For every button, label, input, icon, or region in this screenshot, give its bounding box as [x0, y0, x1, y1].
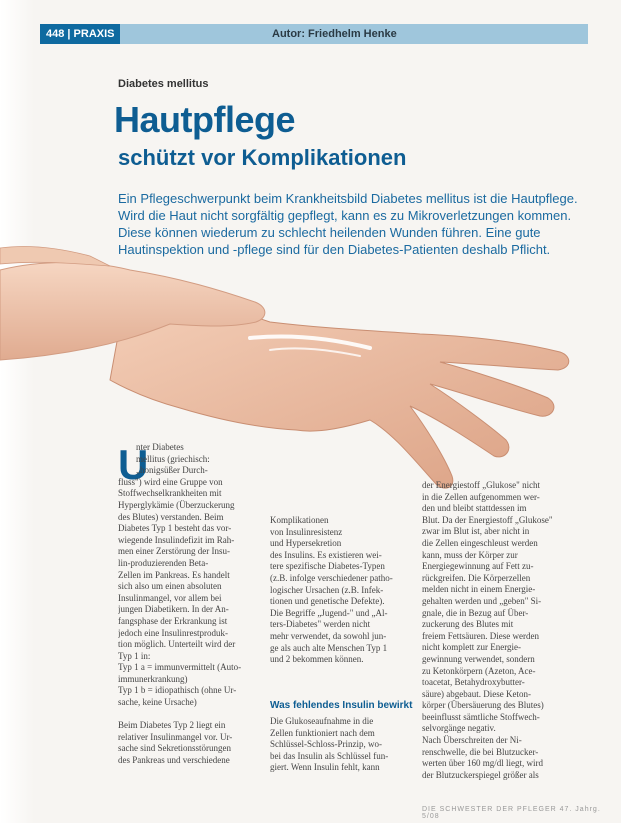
column-line: Insulinmangel, vor allem bei — [118, 592, 222, 603]
column-line: immunerkrankung) — [118, 673, 188, 684]
section-subhead: Was fehlendes Insulin bewirkt — [270, 700, 413, 711]
column-line: logischer Ursachen (z.B. Infek- — [270, 584, 384, 595]
column-line: säure) abgebaut. Diese Keton- — [422, 688, 531, 699]
column-line: relativer Insulinmangel vor. Ur- — [118, 731, 233, 742]
column-line: zwar im Blut ist, aber nicht in — [422, 526, 530, 537]
column-line: die Zellen eingeschleust werden — [422, 537, 538, 548]
column-line: nter Diabetes — [136, 442, 184, 452]
header-bar — [40, 24, 588, 44]
column-line: tion möglich. Unterteilt wird der — [118, 639, 236, 650]
column-line: Schlüssel-Schloss-Prinzip, wo- — [270, 739, 382, 750]
page-section-label: 448 | PRAXIS — [40, 24, 120, 44]
lead-line: Hautinspektion und -pflege sind für den Diabetes-Patienten deshalb Pflicht. — [118, 242, 551, 257]
column-line: rückgreifen. Die Körperzellen — [422, 572, 531, 583]
column-line: mellitus (griechisch: — [136, 453, 210, 464]
column-2b — [270, 716, 410, 774]
column-line: Die Begriffe „Jugend-" und „Al- — [270, 607, 388, 618]
column-line: Stoffwechselkrankheiten mit — [118, 488, 222, 499]
column-1 — [118, 442, 260, 767]
column-line: Die Glukoseaufnahme in die — [270, 716, 374, 726]
column-line: freiem Fettsäuren. Diese werden — [422, 630, 539, 641]
column-line: Nach Überschreiten der Ni- — [422, 735, 522, 746]
lead-line: Wird die Haut nicht sorgfältig gepflegt, kann es zu Mikroverletzungen kommen. — [118, 208, 572, 223]
column-line: melden nicht in einem Energie- — [422, 584, 536, 595]
article-title: Hautpflege — [114, 99, 296, 140]
column-line: körper (Übersäuerung des Blutes) — [422, 700, 544, 711]
column-line: gewinnung verwendet, sondern — [422, 653, 535, 664]
column-line: men einer Zerstörung der Insu- — [118, 546, 230, 557]
column-line: nicht komplett zur Energie- — [422, 642, 522, 653]
column-line: Blut. Da der Energiestoff „Glukose" — [422, 514, 553, 525]
column-line: in die Zellen aufgenommen wer- — [422, 491, 540, 502]
column-line: ters-Diabetes" werden nicht — [270, 619, 371, 630]
column-line: renschwelle, die bei Blutzucker- — [422, 746, 539, 757]
column-line: der Blutzuckerspiegel größer als — [422, 769, 539, 780]
author-line: Autor: Friedhelm Henke — [272, 28, 397, 40]
column-line: giert. Wenn Insulin fehlt, kann — [270, 762, 380, 773]
column-line: Typ 1 b = idiopathisch (ohne Ur- — [118, 685, 237, 696]
column-line: jungen Diabetikern. In der An- — [118, 604, 229, 615]
column-line: Hyperglykämie (Überzuckerung — [118, 499, 235, 510]
article-subtitle: schützt vor Komplikationen — [118, 145, 407, 170]
column-line: sache sind Sekretionsstörungen — [118, 743, 231, 754]
column-line: Zellen im Pankreas. Es handelt — [118, 569, 230, 580]
column-line: sich also um einen absoluten — [118, 581, 222, 592]
page-footer: DIE SCHWESTER DER PFLEGER 47. Jahrg. 5/08 — [422, 806, 601, 820]
column-line: Energiegewinnung auf Fett zu- — [422, 561, 534, 572]
column-line: des Insulins. Es existieren wei- — [270, 549, 382, 560]
column-line: kann, muss der Körper zur — [422, 549, 518, 560]
column-line: „honigsüßer Durch- — [136, 465, 208, 476]
column-line: bei das Insulin als Schlüssel fun- — [270, 750, 389, 761]
column-line: den und bleibt stattdessen im — [422, 503, 527, 514]
column-line: selvorgänge negativ. — [422, 723, 496, 734]
column-line: von Insulinresistenz — [270, 526, 343, 537]
column-2 — [270, 515, 410, 666]
column-line: ge als auch alte Menschen Typ 1 — [270, 642, 388, 653]
column-line: werten über 160 mg/dl liegt, wird — [422, 758, 543, 769]
column-line: toacetat, Betahydroxybutter- — [422, 677, 525, 688]
column-line: und 2 bekommen können. — [270, 654, 364, 665]
drop-cap: U — [118, 441, 149, 488]
column-line: und Hypersekretion — [270, 538, 342, 549]
column-line: der Energiestoff „Glukose" nicht — [422, 480, 541, 490]
column-line: tere spezifische Diabetes-Typen — [270, 561, 385, 572]
column-line: tionen und genetische Defekte). — [270, 596, 385, 607]
column-line: beeinflusst sämtliche Stoffwech- — [422, 711, 540, 722]
column-line: fangsphase der Erkrankung ist — [118, 615, 228, 626]
article-kicker: Diabetes mellitus — [118, 78, 209, 90]
column-line: fluss") wird eine Gruppe von — [118, 476, 223, 487]
column-line: zu Ketonkörpern (Azeton, Ace- — [422, 665, 536, 676]
column-line: zuckerung des Blutes mit — [422, 619, 514, 630]
column-line: lin-produzierenden Beta- — [118, 557, 209, 568]
column-line: Diabetes Typ 1 besteht das vor- — [118, 523, 232, 534]
column-line: mehr verwendet, da sowohl jun- — [270, 630, 387, 641]
column-line — [118, 709, 260, 721]
column-line: gehalten werden und „geben" Si- — [422, 595, 542, 606]
column-line: Beim Diabetes Typ 2 liegt ein — [118, 720, 226, 731]
column-line: wiegende Insulindefizit im Rah- — [118, 534, 235, 545]
column-line: (z.B. infolge verschiedener patho- — [270, 572, 393, 583]
lead-line: Ein Pflegeschwerpunkt beim Krankheitsbild Diabetes mellitus ist die Hautpflege. — [118, 191, 578, 206]
column-line: sache, keine Ursache) — [118, 697, 197, 708]
column-line: Typ 1 a = immunvermittelt (Auto- — [118, 662, 242, 673]
column-line: gnale, die in Bezug auf Über- — [422, 607, 529, 618]
column-line: des Pankreas und verschiedene — [118, 755, 230, 766]
lead-line: Diese können wiederum zu schlecht heilenden Wunden führen. Eine gute — [118, 225, 541, 240]
column-line: Komplikationen — [270, 515, 329, 525]
column-line: jedoch eine Insulinrestproduk- — [118, 627, 228, 638]
column-line: Typ 1 in: — [118, 650, 151, 661]
column-line: des Blutes) verstanden. Beim — [118, 511, 224, 522]
column-line: Zellen funktioniert nach dem — [270, 727, 375, 738]
column-3 — [422, 480, 562, 781]
